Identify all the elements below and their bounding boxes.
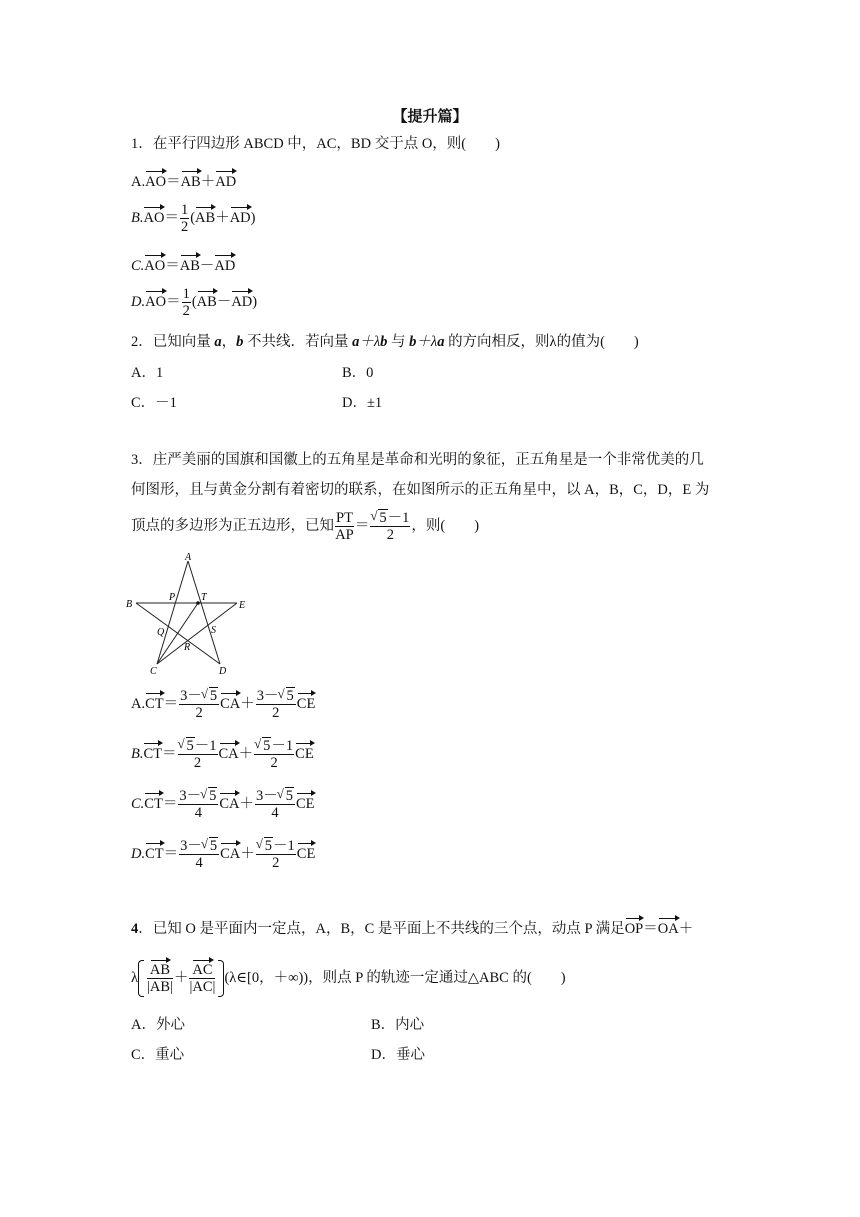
- q3-option-c: C.CT＝ $\frac{3-√ 5}{4}$ CA＋ $\frac{3-√ 5}{4}$ CE: [131, 788, 315, 821]
- label-e: E: [239, 600, 246, 611]
- label-b: B: [126, 599, 133, 610]
- q3-stem-line3: 顶点的多边形为正五边形，已知 $\frac{PT}{AP}$ ＝ √ $\frac{5-1}{2}$ ，则( ): [131, 510, 479, 543]
- label-s: S: [211, 625, 216, 636]
- label-c: C: [150, 666, 157, 677]
- point-t-marker: [196, 601, 200, 605]
- q3-option-b: B.CT＝ √ $\frac{5-1}{2}$ CA＋ √ $\frac{5-1}{2}$ CE: [131, 738, 314, 771]
- label-p: P: [169, 592, 176, 603]
- q1-option-b: B.AO＝ $\frac{1}{2}$ (AB＋AD): [131, 202, 256, 235]
- q2-stem: 2．已知向量 a，b 不共线．若向量 a＋λb 与 b＋λa 的方向相反，则λ的值为( ): [131, 334, 639, 350]
- section-title: 【提升篇】: [392, 109, 468, 125]
- q4-stem-line1: 4．已知 O 是平面内一定点，A，B，C 是平面上不共线的三个点，动点 P 满足OP＝OA＋: [131, 921, 694, 937]
- q3-stem-line1: 3．庄严美丽的国旗和国徽上的五角星是革命和光明的象征，正五角星是一个非常优美的几: [131, 452, 704, 468]
- q4-option-b: B．内心: [371, 1017, 425, 1033]
- label-a: A: [185, 553, 192, 563]
- q4-option-a: A．外心: [131, 1017, 185, 1033]
- q2-option-a: A．1: [131, 365, 164, 381]
- q4-option-c: C．重心: [131, 1047, 185, 1063]
- q2-option-c: C．－1: [131, 395, 177, 411]
- q2-option-b: B．0: [342, 365, 374, 381]
- q1-option-a: A.AO＝AB＋AD: [131, 174, 237, 190]
- label-r: R: [184, 642, 191, 653]
- label-d: D: [219, 666, 227, 677]
- star-edge-ad: [188, 561, 220, 664]
- q3-option-d: D.CT＝ $\frac{3-√ 5}{4}$ CA＋ √ $\frac{5-1}{2}$ CE: [131, 838, 315, 871]
- q3-option-a: A.CT＝ $\frac{3-√ 5}{2}$ CA＋ $\frac{3-√ 5}{2}$ CE: [131, 688, 315, 721]
- q2-option-d: D．±1: [342, 395, 383, 411]
- q3-stem-line2: 何图形，且与黄金分割有着密切的联系，在如图所示的正五角星中，以 A，B，C，D，E 为: [131, 482, 710, 498]
- q4-stem-line2: λ $\frac{AB}{|AB|}$ ＋ $\frac{AC}{|AC|}$ (λ∈[0，＋∞))，则点 P 的轨迹一定通过△ABC 的( ): [131, 962, 566, 995]
- label-t: T: [201, 592, 207, 603]
- star-edge-ec: [157, 603, 237, 664]
- q1-stem: 1．在平行四边形 ABCD 中，AC，BD 交于点 O，则( ): [131, 136, 500, 152]
- q1-option-c: C.AO＝AB－AD: [131, 258, 236, 274]
- pentagram-figure: [124, 553, 254, 677]
- label-q: Q: [157, 627, 165, 638]
- q1-option-d: D.AO＝ $\frac{1}{2}$ (AB－AD): [131, 286, 258, 319]
- q4-option-d: D．垂心: [371, 1047, 425, 1063]
